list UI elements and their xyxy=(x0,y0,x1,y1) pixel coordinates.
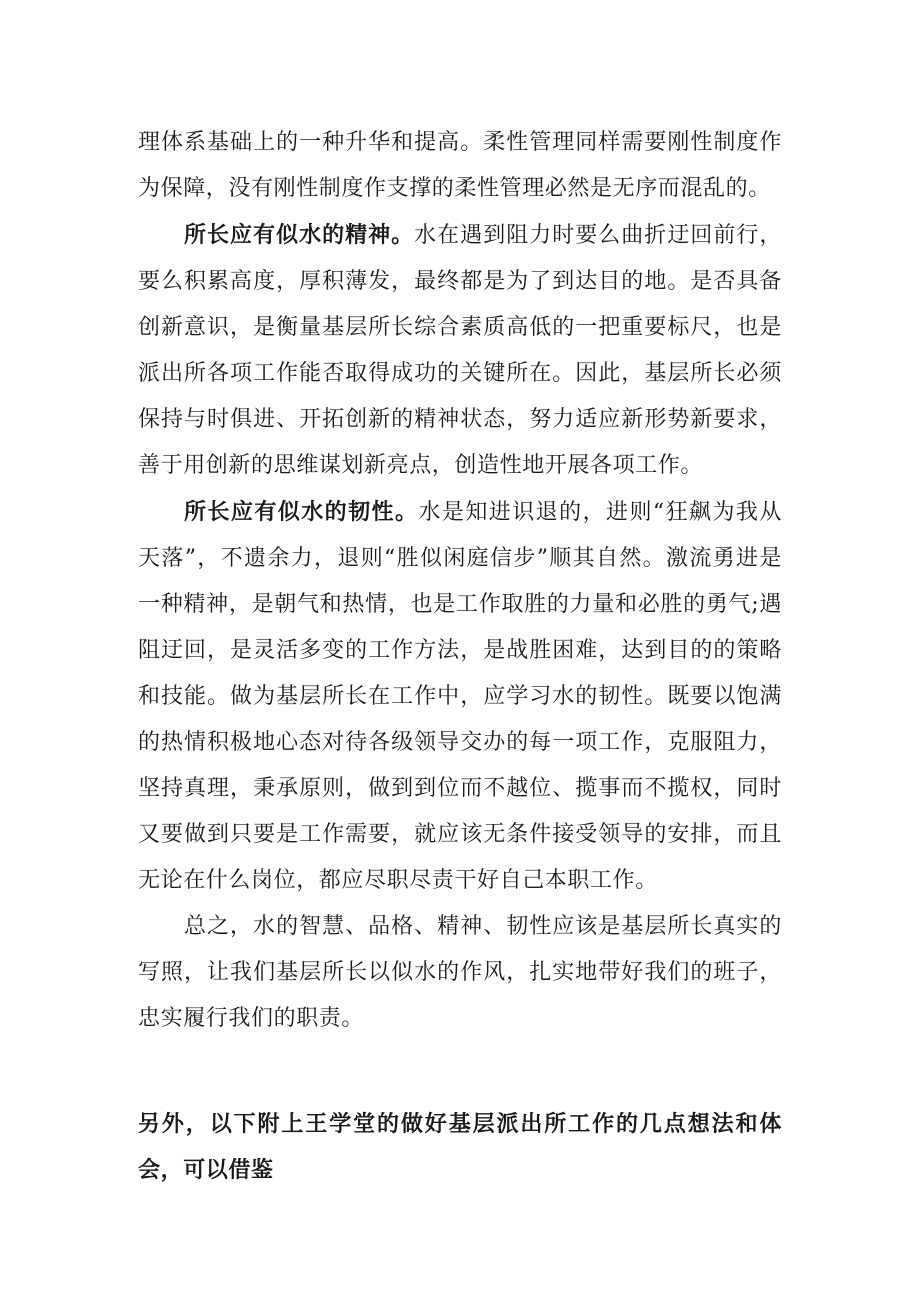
document-page xyxy=(138,120,782,1194)
paragraph-spirit xyxy=(138,212,782,489)
paragraph-continuation xyxy=(138,120,782,212)
paragraph-text: 水在遇到阻力时要么曲折迂回前行，要么积累高度，厚积薄发，最终都是为了到达目的地。是否具备创新意识，是衡量基层所长综合素质高低的一把重要标尺，也是派出所各项工作能否取得成功的关键所在。因此，基层所长必须保持与时俱进、开拓创新的精神状态，努力适应新形势新要求，善于用创新的思维谋划新亮点，创造性地开展各项工作。 xyxy=(138,223,782,478)
paragraph-toughness xyxy=(138,489,782,904)
paragraph-text: 总之，水的智慧、品格、精神、韧性应该是基层所长真实的写照，让我们基层所长以似水的作风，扎实地带好我们的班子，忠实履行我们的职责。 xyxy=(138,914,782,1031)
paragraph-heading: 所长应有似水的精神。 xyxy=(184,222,415,248)
paragraph-text: 水是知进识退的，进则“狂飙为我从天落”，不遗余力，退则“胜似闲庭信步”顺其自然。激流勇进是一种精神，是朝气和热情，也是工作取胜的力量和必胜的勇气;遇阻迂回，是灵活多变的工作方法，是战胜困难，达到目的的策略和技能。做为基层所长在工作中，应学习水的韧性。既要以饱满的热情积极地心态对待各级领导交办的每一项工作，克服阻力，坚持真理，秉承原则，做到到位而不越位、揽事而不揽权，同时又要做到只要是工作需要，就应该无条件接受领导的安排，而且无论在什么岗位，都应尽职尽责干好自己本职工作。 xyxy=(138,500,782,893)
paragraph-text: 理体系基础上的一种升华和提高。柔性管理同样需要刚性制度作为保障，没有刚性制度作支撑的柔性管理必然是无序而混乱的。 xyxy=(138,130,782,201)
closing-note: 另外，以下附上王学堂的做好基层派出所工作的几点想法和体会，可以借鉴 xyxy=(138,1112,782,1183)
paragraph-conclusion xyxy=(138,904,782,1042)
paragraph-heading: 所长应有似水的韧性。 xyxy=(184,499,419,525)
